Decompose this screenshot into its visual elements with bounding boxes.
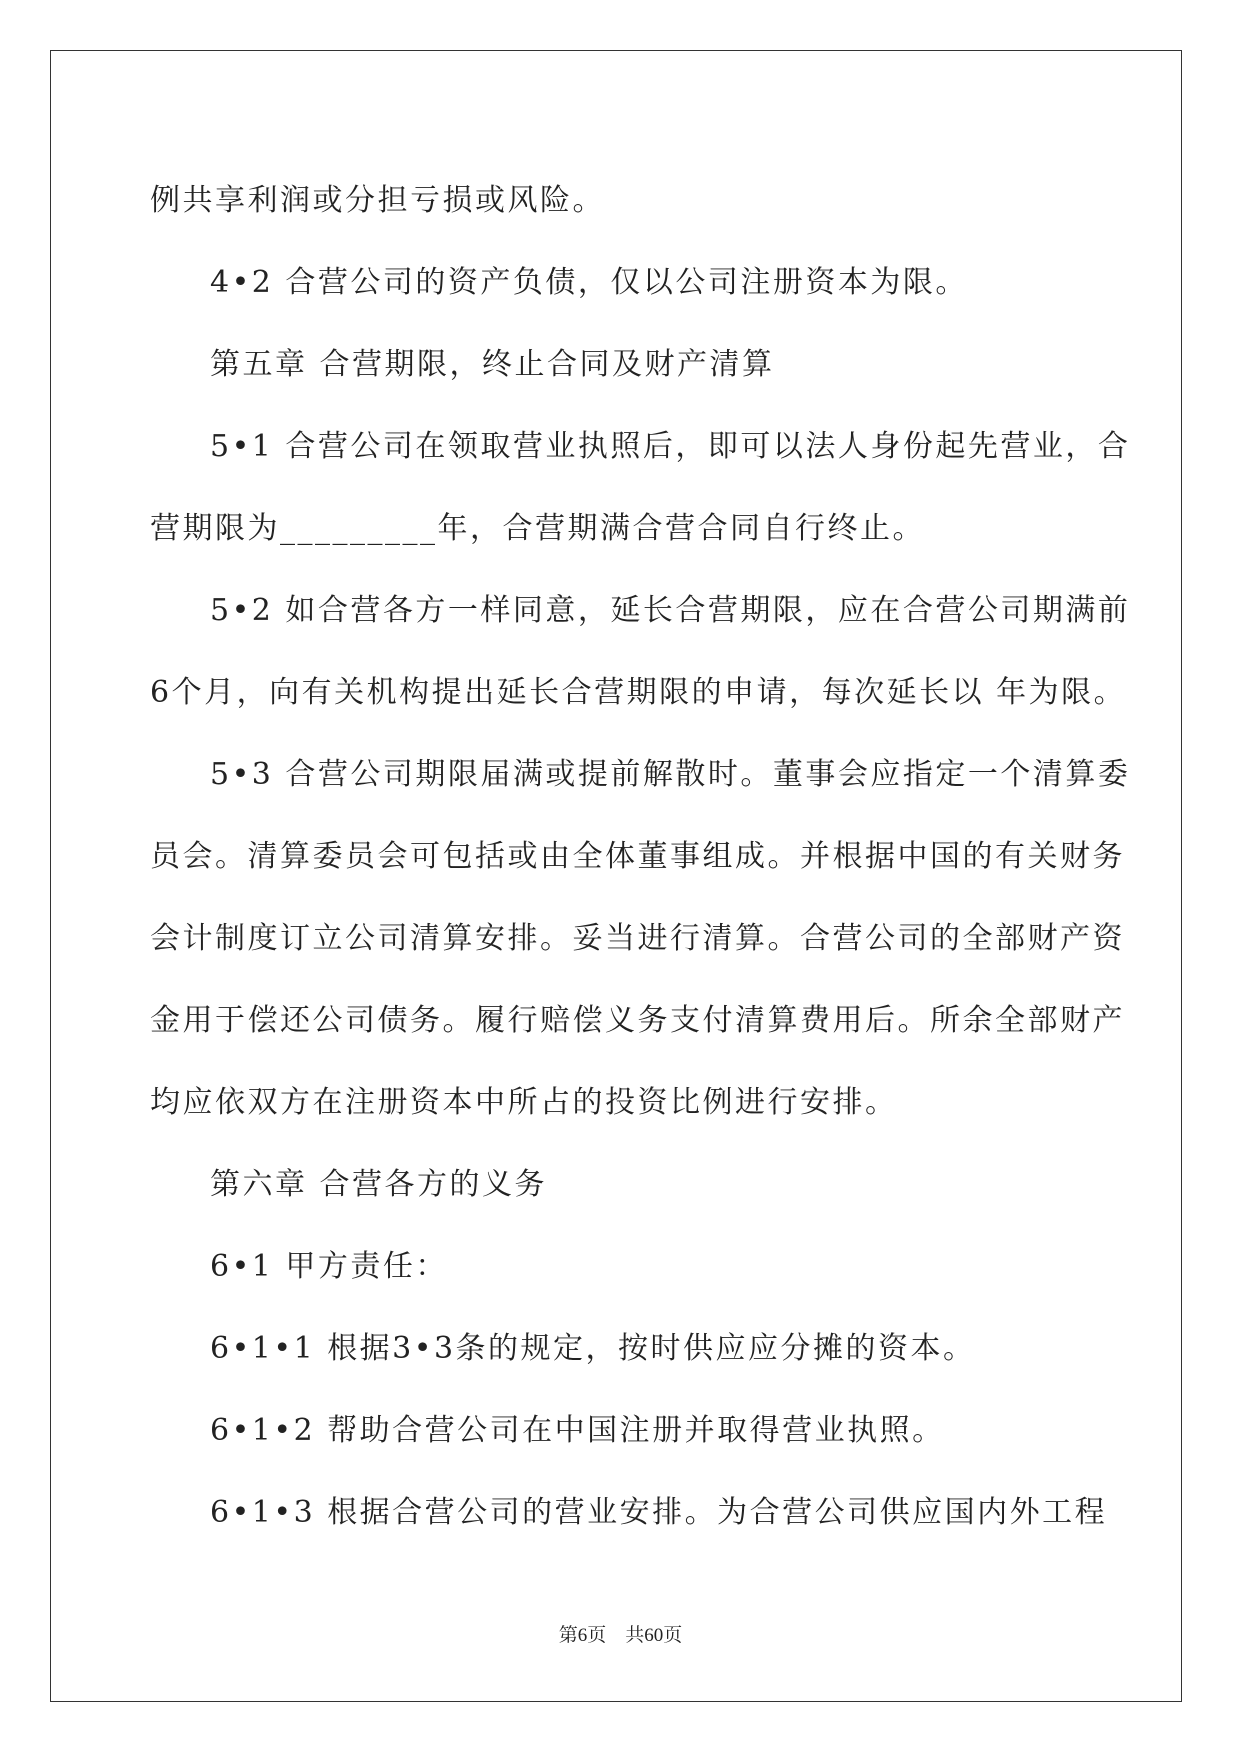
text-line-17: 6•1•3 根据合营公司的营业安排。为合营公司供应国内外工程 [210,1495,1108,1530]
text-line-11: 金用于偿还公司债务。履行赔偿义务支付清算费用后。所余全部财产 [150,1003,1125,1038]
text-line-8: 5•3 合营公司期限届满或提前解散时。董事会应指定一个清算委 [210,757,1131,792]
page-number-footer: 第6页 共60页 [558,1625,683,1646]
text-line-14: 6•1 甲方责任： [210,1249,448,1284]
text-line-5: 营期限为_________年，合营期满合营合同自行终止。 [150,511,925,546]
chapter-heading-5: 第五章 合营期限，终止合同及财产清算 [210,347,775,382]
text-line-6: 5•2 如合营各方一样同意，延长合营期限，应在合营公司期满前 [210,593,1131,628]
text-line-12: 均应依双方在注册资本中所占的投资比例进行安排。 [150,1085,898,1120]
text-line-2: 4•2 合营公司的资产负债，仅以公司注册资本为限。 [210,265,968,300]
text-line-9: 员会。清算委员会可包括或由全体董事组成。并根据中国的有关财务 [150,839,1125,874]
document-body [150,160,1131,1554]
text-line-1: 例共享利润或分担亏损或风险。 [150,183,605,218]
text-line-4: 5•1 合营公司在领取营业执照后，即可以法人身份起先营业，合 [210,429,1131,464]
text-line-10: 会计制度订立公司清算安排。妥当进行清算。合营公司的全部财产资 [150,921,1125,956]
text-line-16: 6•1•2 帮助合营公司在中国注册并取得营业执照。 [210,1413,945,1448]
text-line-15: 6•1•1 根据3•3条的规定，按时供应应分摊的资本。 [210,1331,976,1366]
chapter-heading-6: 第六章 合营各方的义务 [210,1167,548,1202]
text-line-7: 6个月，向有关机构提出延长合营期限的申请，每次延长以 年为限。 [150,675,1127,710]
